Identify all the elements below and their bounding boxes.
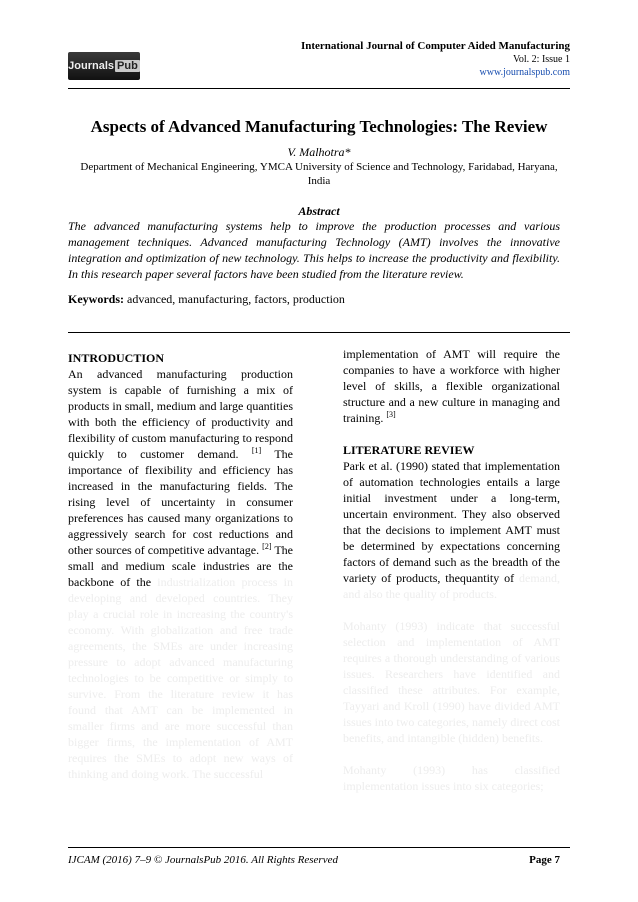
journal-header: [301, 40, 570, 79]
keywords-list: advanced, manufacturing, factors, production: [124, 292, 345, 306]
keywords: [68, 292, 345, 307]
left-column: [68, 350, 293, 782]
citation-3: [3]: [386, 410, 396, 419]
mohanty-paragraph-1: Mohanty (1993) indicate that successful selection and implementation of AMT requires a thorough understanding of various issues. Researchers have identified and classified these attributes. For example, Tayyari and Kroll (1990) have divided AMT issues into two categories, namely direct cost benefits, and intangible (hidden) benefits.: [343, 619, 560, 745]
intro-text-1: An advanced manufacturing production system is capable of furnishing a mix of products in small, medium and large quantities with both the efficiency of productivity and flexibility of custom manufacturing to respond quickly to customer demand.: [68, 367, 293, 461]
literature-paragraph-1: [343, 458, 560, 602]
park-text: Park et al. (1990) stated that implementation of automation technologies entails a large initial investment under a long-term, uncertain environment. They also observed that the decisions to implement AMT must be determined by expectations concerning factors of demand such as the breadth of the variety of products, thequantity of: [343, 459, 560, 585]
intro-faded-text: industrialization process in developing and developed countries. They play a crucial role in increasing the country's economy. With globalization and free trade agreements, the SMEs are under increasing pressure to adopt advanced manufacturing technologies to be competitive or simply to survive. From the literature review it has found that AMT can be implemented in smaller firms and are more successful than bigger firms, the implementation of AMT requires the SMEs to adopt new ways of thinking and doing work. The successful: [68, 575, 293, 781]
footer-citation: IJCAM (2016) 7–9 © JournalsPub 2016. All Rights Reserved: [68, 854, 338, 866]
paper-title: Aspects of Advanced Manufacturing Technologies: The Review: [90, 117, 548, 136]
logo-pub-text: Pub: [117, 60, 138, 72]
journal-name: International Journal of Computer Aided Manufacturing: [300, 40, 570, 52]
introduction-heading: INTRODUCTION: [68, 351, 165, 365]
implementation-text: implementation of AMT will require the companies to have a workforce with higher level of skills, a flexible organizational structure and a new culture in managing and training.: [343, 347, 560, 425]
abstract-text: The advanced manufacturing systems help to improve the production processes and various management techniques. Advanced manufacturing Technology (AMT) involves the innovative integration and optimization of new technology. This helps to increase the productivity and flexibility. In this research paper several factors have been studied from the literature review.: [68, 219, 560, 281]
mohanty-paragraph-2: Mohanty (1993) has classified implementation issues into six categories;: [343, 763, 560, 793]
header-divider: [68, 88, 570, 89]
introduction-paragraph: [68, 366, 293, 782]
journalspub-logo: [68, 52, 140, 80]
logo-main-text: Journals: [68, 60, 115, 72]
citation-1: [1]: [251, 446, 262, 455]
implementation-paragraph: [343, 346, 560, 426]
journal-url[interactable]: www.journalspub.com: [479, 67, 570, 78]
keywords-label: Keywords:: [68, 292, 124, 306]
footer-divider: [68, 847, 570, 848]
citation-2: [2]: [262, 542, 272, 551]
author-affiliation: Department of Mechanical Engineering, YMCA University of Science and Technology, Faridabad, Haryana, India: [80, 161, 558, 187]
paper-author: V. Malhotra*: [287, 145, 351, 159]
intro-text-3: The small and medium scale industries are the backbone of the: [68, 543, 293, 589]
journal-volume: Vol. 2: Issue 1: [512, 54, 570, 65]
park-faded-text: demand, and also the quality of products.: [343, 571, 560, 601]
page-number: Page 7: [529, 854, 560, 866]
right-column: [343, 346, 560, 794]
abstract-heading: Abstract: [298, 204, 340, 218]
abstract-divider: [68, 332, 570, 333]
literature-review-heading: LITERATURE REVIEW: [343, 443, 475, 457]
intro-text-2: The importance of flexibility and efficiency has increased in the manufacturing fields. The rising level of uncertainty in consumer preferences has caused many organizations to aggressively search for cost reductions and other sources of competitive advantage.: [68, 447, 293, 557]
